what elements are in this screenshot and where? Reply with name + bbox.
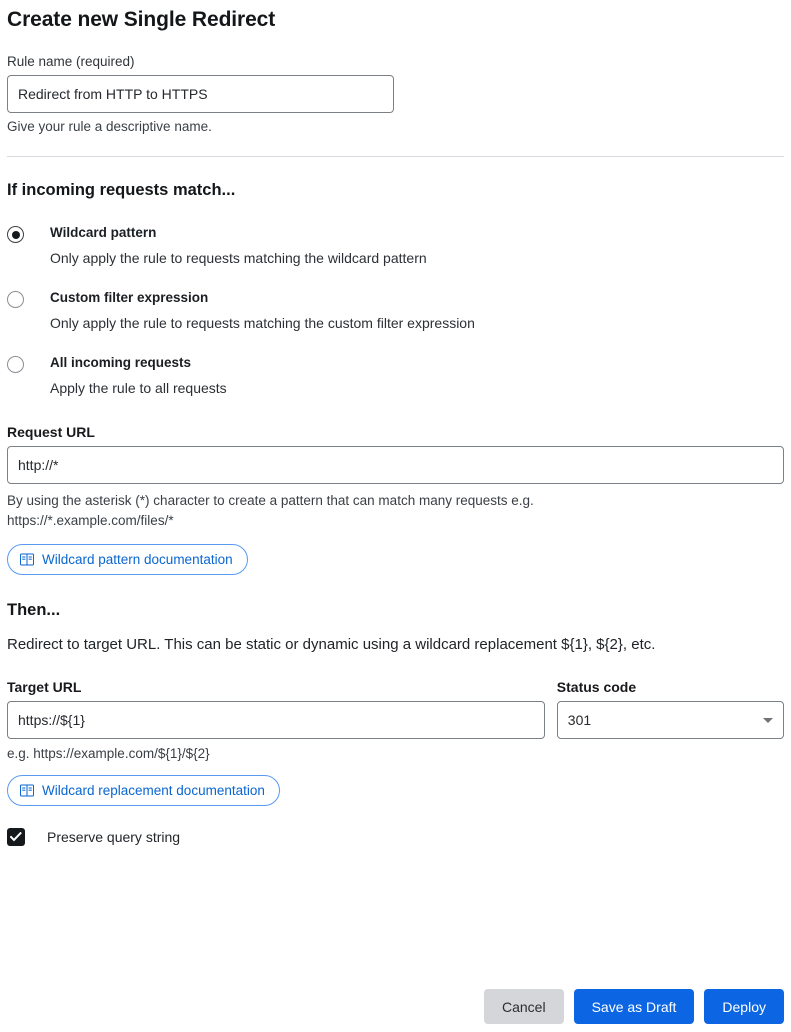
cancel-button[interactable]: Cancel [484,989,564,1024]
then-section-title: Then... [7,600,61,619]
section-divider [7,156,784,157]
radio-option-all-incoming-requests[interactable] [7,354,784,397]
status-code-label: Status code [556,678,637,695]
match-radio-group [7,224,784,396]
radio-option-custom-filter-expression[interactable] [7,289,784,332]
radio-desc-all-incoming-requests: Apply the rule to all requests [50,379,227,396]
target-url-helper: e.g. https://example.com/${1}/${2} [7,745,210,761]
form-actions [484,989,784,1024]
radio-label-wildcard-pattern: Wildcard pattern [50,225,157,240]
request-url-label: Request URL [7,424,95,441]
book-icon [20,784,34,797]
status-code-select[interactable] [557,701,784,739]
radio-icon-custom-filter-expression[interactable] [7,291,24,308]
radio-icon-all-incoming-requests[interactable] [7,356,24,373]
rule-name-input[interactable] [7,75,394,113]
deploy-button[interactable]: Deploy [704,989,784,1024]
radio-label-custom-filter-expression: Custom filter expression [50,289,209,305]
match-section-title: If incoming requests match... [7,181,236,199]
target-and-status-row [7,679,784,739]
preserve-query-string-row[interactable] [7,828,784,846]
checkbox-preserve-query-string[interactable] [7,828,25,846]
wildcard-replacement-documentation-label: Wildcard replacement documentation [42,782,265,798]
target-url-input[interactable] [7,701,545,739]
wildcard-pattern-documentation-label: Wildcard pattern documentation [42,551,233,567]
radio-desc-wildcard-pattern: Only apply the rule to requests matching the wildcard pattern [50,250,427,266]
wildcard-pattern-documentation-link[interactable] [7,544,248,575]
request-url-helper: By using the asterisk (*) character to create a pattern that can match many requests e.g. https://*.example.com/files/* [7,493,534,528]
target-url-label: Target URL [7,678,82,695]
preserve-query-string-label: Preserve query string [47,828,181,845]
then-section-description: Redirect to target URL. This can be static or dynamic using a wildcard replacement ${1}, ${2}, etc. [7,635,656,653]
save-as-draft-button[interactable]: Save as Draft [574,989,695,1024]
page-title: Create new Single Redirect [7,8,276,31]
request-url-input[interactable] [7,446,784,484]
radio-option-wildcard-pattern[interactable] [7,224,784,267]
radio-desc-custom-filter-expression: Only apply the rule to requests matching the custom filter expression [50,314,475,331]
radio-icon-wildcard-pattern[interactable] [7,226,24,243]
radio-label-all-incoming-requests: All incoming requests [50,354,192,370]
wildcard-replacement-documentation-link[interactable] [7,775,280,806]
rule-name-helper: Give your rule a descriptive name. [7,119,212,134]
book-icon [20,553,34,566]
rule-name-label: Rule name (required) [7,54,135,69]
